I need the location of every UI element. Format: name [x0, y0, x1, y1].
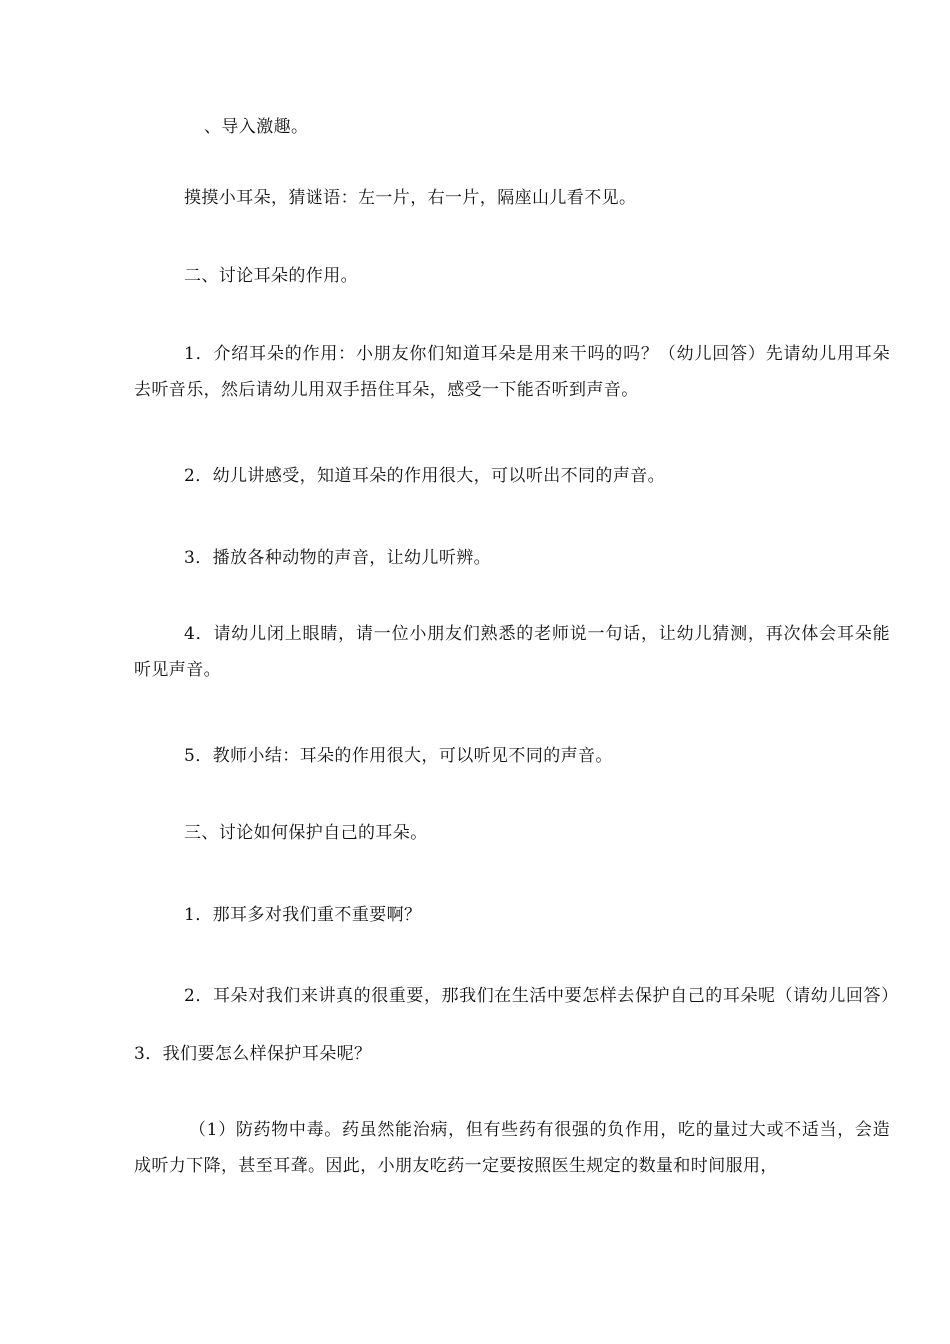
paragraph-item-2: 2．幼儿讲感受，知道耳朵的作用很大，可以听出不同的声音。: [184, 466, 666, 486]
paragraph-item-1: 1．介绍耳朵的作用：小朋友你们知道耳朵是用来干吗的吗？（幼儿回答）先请幼儿用耳朵去听音乐，然后请幼儿用双手捂住耳朵，感受一下能否听到声音。: [134, 344, 890, 400]
paragraph-item-3: 3．播放各种动物的声音，让幼儿听辨。: [184, 548, 492, 568]
paragraph-item-4: 4．请幼儿闭上眼睛，请一位小朋友们熟悉的老师说一句话，让幼儿猜测，再次体会耳朵能听见声音。: [134, 624, 890, 680]
paragraph-medicine-warning: （1）防药物中毒。药虽然能治病，但有些药有很强的负作用，吃的量过大或不适当，会造成听力下降，甚至耳聋。因此，小朋友吃药一定要按照医生规定的数量和时间服用，: [134, 1120, 890, 1176]
paragraph-intro-heading: 、导入激趣。: [204, 117, 309, 137]
paragraph-section-three-heading: 三、讨论如何保护自己的耳朵。: [184, 823, 428, 843]
paragraph-summary: 5．教师小结：耳朵的作用很大，可以听见不同的声音。: [184, 746, 613, 766]
paragraph-section-two-heading: 二、讨论耳朵的作用。: [184, 266, 358, 286]
paragraph-question-1: 1．那耳多对我们重不重要啊？: [184, 905, 422, 925]
paragraph-riddle: 摸摸小耳朵，猜谜语：左一片，右一片，隔座山儿看不见。: [184, 188, 637, 208]
paragraph-question-2: 2．耳朵对我们来讲真的很重要，那我们在生活中要怎样去保护自己的耳朵呢（请幼儿回答）3．我们要怎么样保护耳朵呢？: [134, 986, 890, 1064]
